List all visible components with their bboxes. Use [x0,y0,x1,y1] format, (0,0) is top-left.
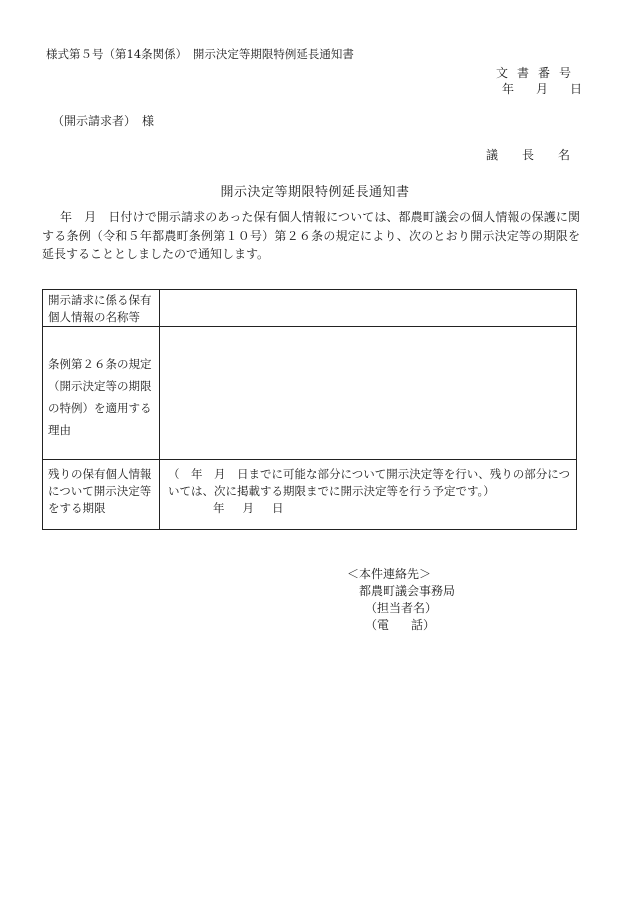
body-paragraph: 年 月 日付けで開示請求のあった保有個人情報については、都農町議会の個人情報の保護に関する条例（令和５年都農町条例第１０号）第２６条の規定により、次のとおり開示決定等の期限を延長することとしましたので通知します。 [42,210,580,261]
deadline-year: 年 [212,501,225,515]
document-date [502,80,582,97]
document-title: 開示決定等期限特例延長通知書 [220,185,410,200]
deadline-line-1: （ 年 月 日までに可能な部分について開示決定等を行い、残りの部分につ [167,467,570,481]
contact-block [347,566,455,634]
issuer-name: 議 長 名 [485,148,570,162]
deadline-day: 日 [271,501,284,515]
date-day: 日 [569,82,582,96]
contact-phone-open: （電 [365,618,390,632]
contact-person: （担当者名） [365,601,438,615]
document-number: 文書番号 [495,66,580,80]
date-year: 年 [501,82,514,96]
table-row [43,327,577,460]
row-value-info-name [159,290,576,327]
row-label-reason: 条例第２６条の規定（開示決定等の期限の特例）を適用する理由 [43,327,160,460]
form-label: 様式第５号（第14条関係） 開示決定等期限特例延長通知書 [46,47,354,61]
contact-header: ＜本件連絡先＞ [347,567,432,581]
row-label-deadline: 残りの保有個人情報について開示決定等をする期限 [43,460,160,530]
info-table [42,289,577,530]
contact-phone [347,617,455,634]
date-month: 月 [535,82,548,96]
row-value-deadline [159,460,576,530]
deadline-date [168,500,570,517]
contact-phone-close: 話） [411,618,436,632]
row-label-info-name: 開示請求に係る保有個人情報の名称等 [43,290,160,327]
table-row [43,290,577,327]
deadline-month: 月 [242,501,254,515]
table-row [43,460,577,530]
deadline-line-2: いては、次に掲載する期限までに開示決定等を行う予定です。） [167,484,495,498]
recipient: （開示請求者） 様 [52,114,155,128]
row-value-reason [159,327,576,460]
contact-office: 都農町議会事務局 [359,584,456,598]
